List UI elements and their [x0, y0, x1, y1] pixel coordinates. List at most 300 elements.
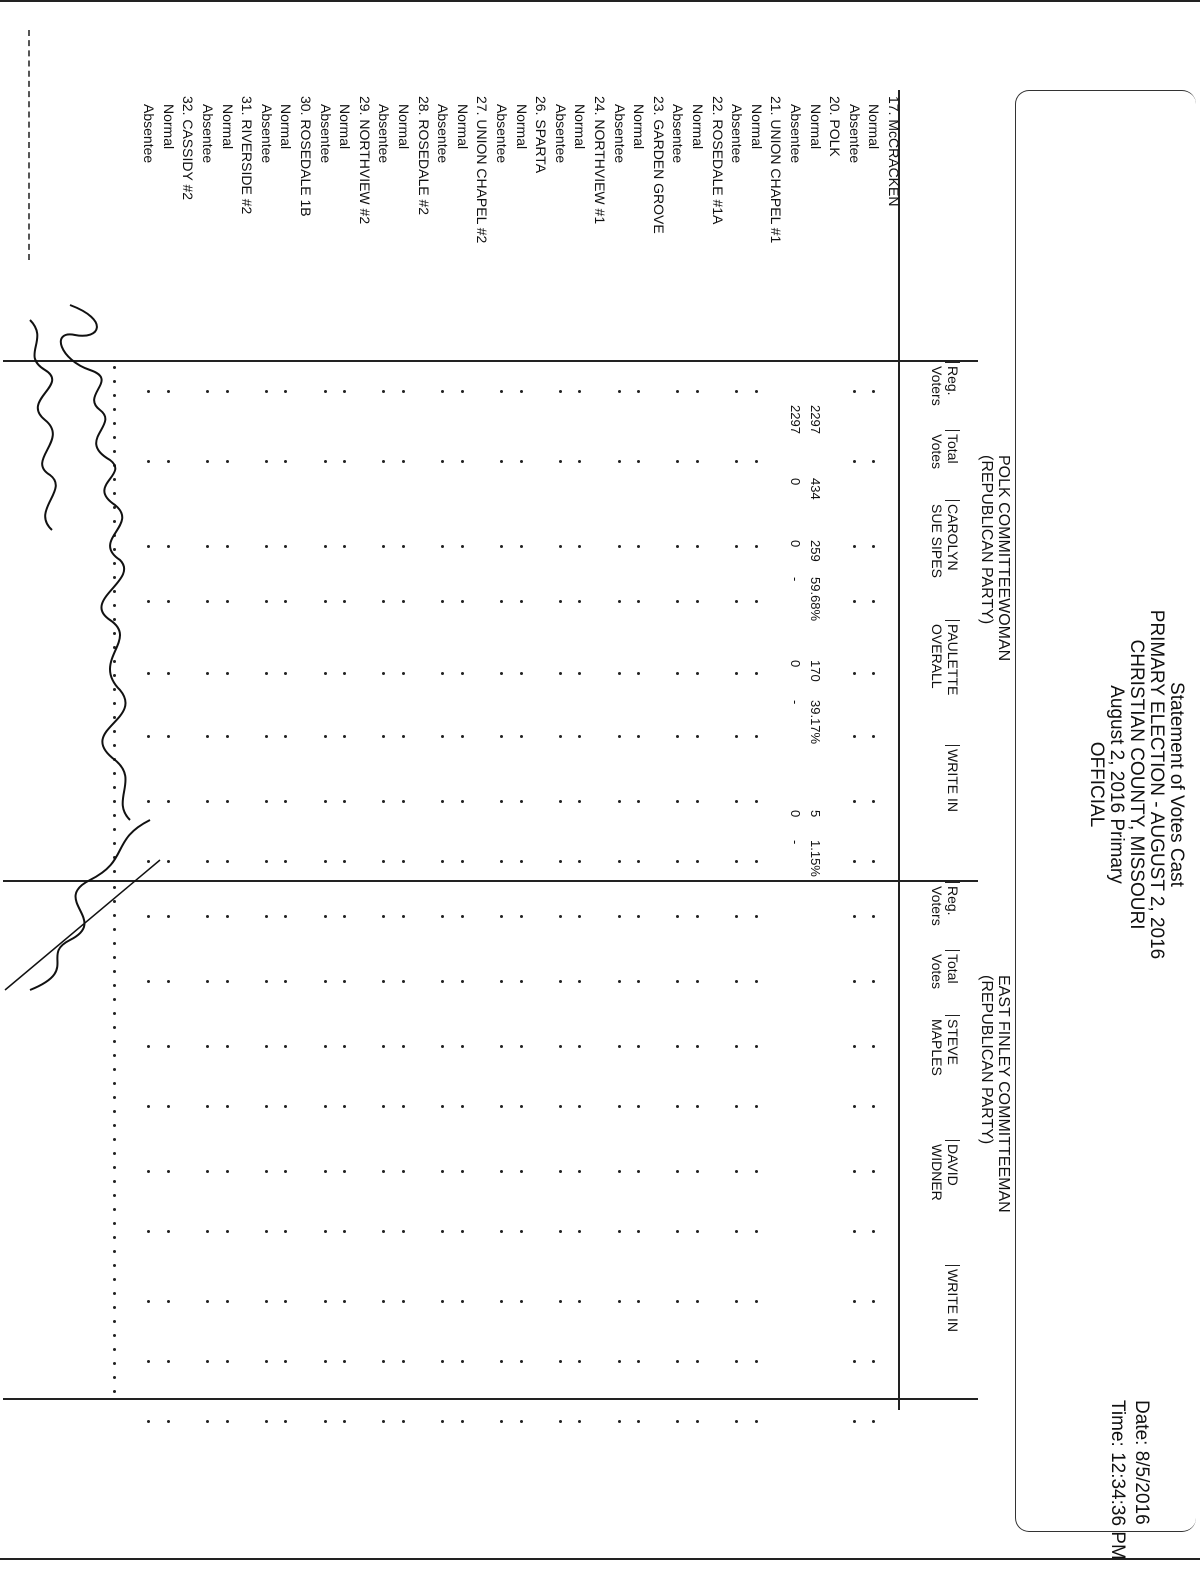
precinct-name: 28. ROSEDALE #2 — [415, 96, 432, 216]
dot-leader — [343, 1230, 346, 1233]
dot-leader — [324, 735, 327, 738]
contest2-col-2-line2: MAPLES — [929, 1019, 945, 1076]
dot-leader — [755, 1230, 758, 1233]
dot-leader — [618, 600, 621, 603]
dot-leader — [618, 1420, 621, 1423]
precinct-row-absentee: Absentee — [670, 104, 687, 164]
dot-leader — [755, 390, 758, 393]
primary-name: August 2, 2016 Primary — [1106, 685, 1127, 884]
contest2-col-3-line1: DAVID — [945, 1140, 960, 1186]
dot-leader — [167, 1300, 170, 1303]
dot-leader — [382, 1045, 385, 1048]
dot-leader — [500, 600, 503, 603]
table-right-rule — [3, 1398, 978, 1400]
precinct-row-absentee: Absentee — [141, 104, 158, 164]
dot-leader — [578, 460, 581, 463]
dot-leader — [441, 672, 444, 675]
dot-leader — [735, 1300, 738, 1303]
dot-leader — [324, 1105, 327, 1108]
contest1-col-1-line2: Votes — [929, 434, 945, 470]
dot-leader — [226, 735, 229, 738]
dot-leader — [755, 1105, 758, 1108]
dot-leader — [500, 800, 503, 803]
dot-leader — [578, 1360, 581, 1363]
dot-leader — [500, 735, 503, 738]
dot-leader — [402, 672, 405, 675]
dot-leader — [676, 735, 679, 738]
dot-leader — [206, 1300, 209, 1303]
dot-leader — [441, 545, 444, 548]
dotted-rule — [113, 1124, 116, 1127]
dot-leader — [578, 915, 581, 918]
overall-votes: 170 — [807, 660, 823, 682]
dot-leader — [696, 980, 699, 983]
dot-leader — [520, 1300, 523, 1303]
dot-leader — [382, 600, 385, 603]
dot-leader — [853, 735, 856, 738]
dot-leader — [206, 545, 209, 548]
dot-leader — [206, 1105, 209, 1108]
dot-leader — [284, 1170, 287, 1173]
dot-leader — [618, 735, 621, 738]
dot-leader — [343, 1300, 346, 1303]
contest1-col-1-line1: Total — [945, 430, 960, 464]
dot-leader — [461, 915, 464, 918]
dot-leader — [461, 1170, 464, 1173]
dot-leader — [755, 1045, 758, 1048]
dot-leader — [324, 800, 327, 803]
dot-leader — [559, 460, 562, 463]
dot-leader — [461, 735, 464, 738]
dot-leader — [520, 980, 523, 983]
dot-leader — [559, 860, 562, 863]
dot-leader — [343, 1420, 346, 1423]
dot-leader — [324, 1230, 327, 1233]
dot-leader — [853, 1360, 856, 1363]
dot-leader — [853, 915, 856, 918]
dotted-rule — [113, 1208, 116, 1211]
dot-leader — [559, 1360, 562, 1363]
precinct-row-absentee: Absentee — [611, 104, 628, 164]
precinct-row-normal: Normal — [219, 104, 236, 150]
dot-leader — [461, 390, 464, 393]
dotted-rule — [113, 1180, 116, 1183]
dotted-rule — [113, 1152, 116, 1155]
dot-leader — [500, 545, 503, 548]
dot-leader — [618, 980, 621, 983]
dot-leader — [226, 1420, 229, 1423]
dot-leader — [618, 1360, 621, 1363]
dot-leader — [735, 600, 738, 603]
dot-leader — [853, 1420, 856, 1423]
dot-leader — [441, 980, 444, 983]
dot-leader — [559, 1420, 562, 1423]
dot-leader — [343, 735, 346, 738]
dot-leader — [559, 1230, 562, 1233]
dot-leader — [520, 1230, 523, 1233]
writein-votes: 5 — [807, 810, 823, 818]
precinct-row-normal: Normal — [866, 104, 883, 150]
contest2-col-0-line1: Reg. — [945, 882, 960, 916]
dot-leader — [402, 915, 405, 918]
official-label: OFFICIAL — [1086, 741, 1107, 828]
dot-leader — [578, 1420, 581, 1423]
dot-leader — [696, 1105, 699, 1108]
dot-leader — [265, 1045, 268, 1048]
dot-leader — [853, 460, 856, 463]
precinct-row-normal: Normal — [278, 104, 295, 150]
dot-leader — [676, 915, 679, 918]
dot-leader — [559, 915, 562, 918]
dot-leader — [265, 915, 268, 918]
dot-leader — [872, 860, 875, 863]
dot-leader — [735, 1420, 738, 1423]
dot-leader — [402, 860, 405, 863]
dot-leader — [382, 800, 385, 803]
dot-leader — [382, 672, 385, 675]
dot-leader — [343, 460, 346, 463]
dot-leader — [206, 1420, 209, 1423]
dot-leader — [872, 915, 875, 918]
dot-leader — [382, 460, 385, 463]
report-title: Statement of Votes Cast — [1166, 682, 1187, 887]
dot-leader — [637, 980, 640, 983]
dot-leader — [265, 460, 268, 463]
dot-leader — [284, 800, 287, 803]
dotted-rule — [113, 1040, 116, 1043]
precinct-name: 22. ROSEDALE #1A — [709, 96, 726, 225]
dotted-rule — [113, 1026, 116, 1029]
dot-leader — [402, 545, 405, 548]
dot-leader — [696, 1300, 699, 1303]
dot-leader — [618, 915, 621, 918]
dot-leader — [618, 800, 621, 803]
dot-leader — [206, 672, 209, 675]
dot-leader — [382, 1300, 385, 1303]
dot-leader — [637, 545, 640, 548]
contest1-party: (REPUBLICAN PARTY) — [978, 455, 995, 625]
dot-leader — [618, 1105, 621, 1108]
dot-leader — [461, 980, 464, 983]
dot-leader — [324, 672, 327, 675]
dot-leader — [618, 672, 621, 675]
dot-leader — [578, 1045, 581, 1048]
dot-leader — [284, 545, 287, 548]
dot-leader — [441, 1360, 444, 1363]
dot-leader — [284, 860, 287, 863]
dot-leader — [853, 860, 856, 863]
dot-leader — [559, 735, 562, 738]
contest1-title: POLK COMMITTEEWOMAN — [995, 455, 1012, 662]
dot-leader — [637, 1170, 640, 1173]
dot-leader — [284, 1420, 287, 1423]
dotted-rule — [113, 1054, 116, 1057]
dot-leader — [735, 1105, 738, 1108]
dot-leader — [637, 600, 640, 603]
dot-leader — [618, 460, 621, 463]
sipes-pct: 59.68% — [807, 577, 823, 622]
dot-leader — [324, 1420, 327, 1423]
dot-leader — [284, 915, 287, 918]
signature-2 — [30, 320, 56, 530]
dot-leader — [265, 600, 268, 603]
dot-leader — [735, 390, 738, 393]
dot-leader — [735, 1360, 738, 1363]
precinct-row-absentee: Absentee — [376, 104, 393, 164]
dot-leader — [872, 1360, 875, 1363]
dot-leader — [324, 1170, 327, 1173]
dot-leader — [206, 1230, 209, 1233]
dot-leader — [578, 390, 581, 393]
dot-leader — [147, 1300, 150, 1303]
dot-leader — [265, 1230, 268, 1233]
dot-leader — [284, 1105, 287, 1108]
contest2-col-4-line1: WRITE IN — [945, 1265, 960, 1332]
precinct-row-normal: Normal — [807, 104, 824, 150]
dot-leader — [735, 545, 738, 548]
dot-leader — [226, 1045, 229, 1048]
dot-leader — [382, 980, 385, 983]
dot-leader — [853, 1105, 856, 1108]
dot-leader — [578, 672, 581, 675]
dot-leader — [735, 735, 738, 738]
precinct-name: 26. SPARTA — [533, 96, 550, 174]
dot-leader — [872, 460, 875, 463]
precinct-row-normal: Normal — [160, 104, 177, 150]
dot-leader — [755, 1170, 758, 1173]
dot-leader — [578, 600, 581, 603]
dot-leader — [206, 860, 209, 863]
dot-leader — [226, 390, 229, 393]
dot-leader — [343, 672, 346, 675]
dot-leader — [284, 1360, 287, 1363]
dot-leader — [755, 460, 758, 463]
dot-leader — [226, 600, 229, 603]
dot-leader — [735, 1230, 738, 1233]
dot-leader — [637, 460, 640, 463]
dot-leader — [676, 545, 679, 548]
dot-leader — [676, 1045, 679, 1048]
dot-leader — [343, 390, 346, 393]
dot-leader — [696, 1045, 699, 1048]
dot-leader — [461, 860, 464, 863]
dot-leader — [402, 390, 405, 393]
contest1-col-4-line1: WRITE IN — [945, 745, 960, 812]
dot-leader — [265, 860, 268, 863]
dot-leader — [284, 1045, 287, 1048]
dot-leader — [265, 1360, 268, 1363]
sipes-votes: 0 — [788, 540, 803, 548]
dot-leader — [578, 1230, 581, 1233]
dot-leader — [500, 860, 503, 863]
dot-leader — [853, 1045, 856, 1048]
dot-leader — [402, 800, 405, 803]
contest1-col-3-line2: OVERALL — [929, 624, 945, 689]
dot-leader — [402, 1230, 405, 1233]
dot-leader — [324, 1045, 327, 1048]
dotted-rule — [113, 1068, 116, 1071]
dot-leader — [559, 800, 562, 803]
dot-leader — [676, 1420, 679, 1423]
precinct-name: 24. NORTHVIEW #1 — [592, 96, 608, 225]
dot-leader — [343, 545, 346, 548]
dot-leader — [637, 1420, 640, 1423]
dot-leader — [284, 672, 287, 675]
contest2-col-3-line2: WIDNER — [929, 1144, 945, 1201]
dotted-rule — [113, 1292, 116, 1295]
precinct-row-normal: Normal — [748, 104, 765, 150]
dot-leader — [578, 1105, 581, 1108]
precinct-row-absentee: Absentee — [258, 104, 275, 164]
dot-leader — [324, 1360, 327, 1363]
writein-pct: 1.15% — [807, 840, 823, 877]
dot-leader — [500, 672, 503, 675]
dot-leader — [441, 800, 444, 803]
dot-leader — [226, 1105, 229, 1108]
dot-leader — [696, 735, 699, 738]
dot-leader — [226, 1360, 229, 1363]
dot-leader — [147, 1045, 150, 1048]
dot-leader — [853, 600, 856, 603]
sipes-votes: 259 — [807, 540, 823, 562]
dot-leader — [676, 1360, 679, 1363]
dot-leader — [284, 980, 287, 983]
dot-leader — [676, 672, 679, 675]
reg-voters: 2297 — [807, 405, 823, 434]
precinct-name: 23. GARDEN GROVE — [650, 96, 667, 234]
contest1-col-0-line1: Reg. — [945, 362, 960, 396]
dot-leader — [284, 600, 287, 603]
dotted-rule — [113, 1012, 116, 1015]
dot-leader — [324, 915, 327, 918]
dot-leader — [206, 1360, 209, 1363]
dot-leader — [872, 390, 875, 393]
dot-leader — [872, 800, 875, 803]
total-votes: 0 — [788, 478, 803, 486]
dot-leader — [402, 980, 405, 983]
dot-leader — [637, 915, 640, 918]
dot-leader — [872, 1420, 875, 1423]
dot-leader — [265, 1420, 268, 1423]
dot-leader — [343, 800, 346, 803]
dot-leader — [343, 915, 346, 918]
dot-leader — [343, 1045, 346, 1048]
contest1-col-2-line1: CAROLYN — [945, 500, 960, 571]
writein-pct: - — [788, 840, 803, 845]
dot-leader — [676, 980, 679, 983]
dot-leader — [284, 1300, 287, 1303]
contest1-col-3-line1: PAULETTE — [945, 620, 960, 695]
dotted-rule — [113, 1306, 116, 1309]
contest1-col-0-line2: Voters — [929, 366, 945, 406]
dot-leader — [265, 1300, 268, 1303]
dot-leader — [520, 860, 523, 863]
precinct-row-normal: Normal — [337, 104, 354, 150]
dot-leader — [637, 1300, 640, 1303]
dot-leader — [226, 672, 229, 675]
dot-leader — [755, 545, 758, 548]
precinct-row-normal: Normal — [396, 104, 412, 150]
precinct-row-absentee: Absentee — [552, 104, 569, 164]
dot-leader — [618, 860, 621, 863]
dot-leader — [696, 1170, 699, 1173]
precinct-name: 27. UNION CHAPEL #2 — [474, 96, 491, 244]
precinct-name: 30. ROSEDALE 1B — [298, 96, 314, 217]
dot-leader — [853, 1170, 856, 1173]
dot-leader — [559, 545, 562, 548]
dot-leader — [284, 735, 287, 738]
dot-leader — [735, 1170, 738, 1173]
dot-leader — [520, 1045, 523, 1048]
dot-leader — [696, 915, 699, 918]
overall-pct: 39.17% — [807, 700, 823, 745]
dot-leader — [559, 600, 562, 603]
dot-leader — [676, 600, 679, 603]
dot-leader — [520, 1170, 523, 1173]
dot-leader — [500, 980, 503, 983]
dot-leader — [520, 545, 523, 548]
dot-leader — [343, 860, 346, 863]
dot-leader — [637, 390, 640, 393]
dot-leader — [284, 1230, 287, 1233]
dot-leader — [147, 1420, 150, 1423]
dot-leader — [872, 600, 875, 603]
dot-leader — [206, 1170, 209, 1173]
dot-leader — [167, 1045, 170, 1048]
dot-leader — [147, 1230, 150, 1233]
dot-leader — [265, 980, 268, 983]
dot-leader — [735, 980, 738, 983]
dotted-rule — [113, 1110, 116, 1113]
dot-leader — [441, 735, 444, 738]
dotted-rule — [113, 1166, 116, 1169]
dot-leader — [637, 1045, 640, 1048]
dotted-rule — [113, 1334, 116, 1337]
dot-leader — [735, 1045, 738, 1048]
dot-leader — [755, 980, 758, 983]
dot-leader — [167, 1230, 170, 1233]
dot-leader — [206, 735, 209, 738]
precinct-row-normal: Normal — [454, 104, 471, 150]
dot-leader — [265, 800, 268, 803]
dot-leader — [206, 1045, 209, 1048]
dot-leader — [735, 860, 738, 863]
dot-leader — [382, 545, 385, 548]
dot-leader — [676, 860, 679, 863]
dot-leader — [324, 390, 327, 393]
dot-leader — [755, 860, 758, 863]
dot-leader — [265, 1105, 268, 1108]
dot-leader — [637, 1105, 640, 1108]
precinct-row-normal: Normal — [513, 104, 530, 150]
dot-leader — [461, 545, 464, 548]
dot-leader — [402, 1105, 405, 1108]
dot-leader — [500, 1300, 503, 1303]
dot-leader — [578, 545, 581, 548]
dot-leader — [226, 915, 229, 918]
dot-leader — [500, 390, 503, 393]
dotted-rule — [113, 1082, 116, 1085]
header-rule — [899, 90, 901, 1410]
dot-leader — [324, 980, 327, 983]
dot-leader — [441, 1045, 444, 1048]
dot-leader — [265, 390, 268, 393]
dot-leader — [226, 460, 229, 463]
dot-leader — [637, 800, 640, 803]
contest2-title: EAST FINLEY COMMITTEEMAN — [995, 975, 1012, 1213]
dot-leader — [402, 1170, 405, 1173]
dotted-rule — [113, 1390, 116, 1393]
